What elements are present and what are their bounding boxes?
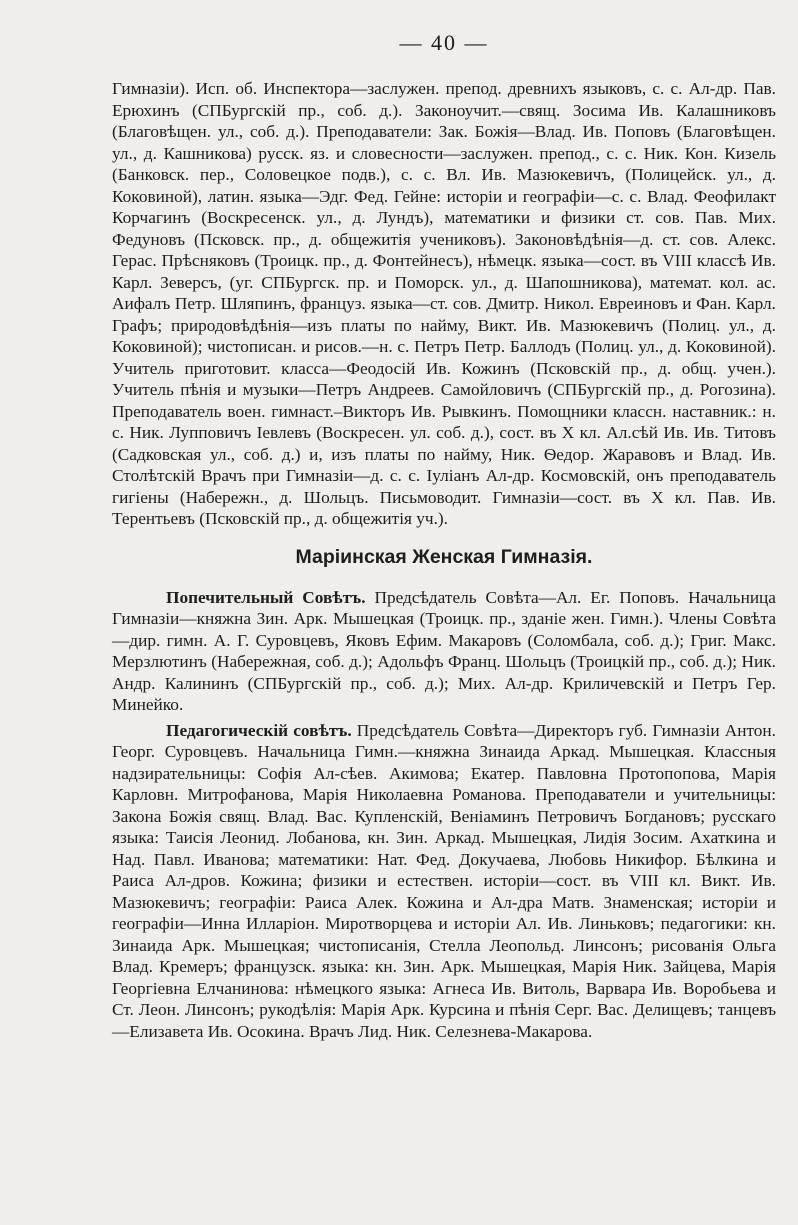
trustees-lead: Попечительный Совѣтъ. (166, 587, 366, 607)
gymnasium-staff-paragraph: Гимназіи). Исп. об. Инспектора—заслужен. препод. древнихъ языковъ, с. с. Ал-др. Пав. Ерюхинъ (СПБургскій пр., соб. д.). Законоучит.—свящ. Зосима Ив. Калашниковъ (Благовѣщен. ул., соб. д.). Преподаватели: Зак. Божія—Влад. Ив. Поповъ (Благовѣщен. ул., д. Кашникова) русск. яз. и словесности—заслужен. препод., с. с. Ник. Кон. Кизель (Банковск. пер., Соловецкое подв.), с. с. Вл. Ив. Мазюкевичъ, (Полицейск. ул., д. Коковиной), латин. языка—Эдг. Фед. Гейне: исторіи и географіи—с. с. Влад. Феофилакт Корчагинъ (Воскресенск. ул., д. Лундъ), математики и физики ст. сов. Пав. Мих. Федуновъ (Псковск. пр., д. общежитія учениковъ). Законовѣдѣнія—д. ст. сов. Алекс. Герас. Прѣсняковъ (Троицк. пр., д. Фонтейнесъ), нѣмецк. языка—сост. въ VIII классѣ Ив. Карл. Зеверсъ, (уг. СПБургск. пр. и Поморск. ул., д. Шапошникова), математ. кол. ас. Аифалъ Петр. Шляпинъ, француз. языка—ст. сов. Дмитр. Никол. Евреиновъ и Фан. Карл. Графъ; природовѣдѣнія—изъ платы по найму, Викт. Ив. Мазюкевичъ (Полиц. ул., д. Коковиной); чистописан. и рисов.—н. с. Петръ Петр. Баллодъ (Полиц. ул., д. Коковиной). Учитель приготовит. класса—Феодосій Ив. Кожинъ (Псковскій пр., д. общ. учен.). Учитель пѣнія и музыки—Петръ Андреев. Самойловичъ (СПБургскій пр., д. Рогозина). Преподаватель воен. гимнаст.–Викторъ Ив. Рывкинъ. Помощники классн. наставник.: н. с. Ник. Лупповичъ Іевлевъ (Воскресен. ул. соб. д.), сост. въ X кл. Ал.сѣй Ив. Ив. Титовъ (Садковская ул., соб. д.) и, изъ платы по найму, Ник. Ѳедор. Жаравовъ и Влад. Ив. Столѣтскій Врачъ при Гимназіи—д. с. с. Іуліанъ Ал-др. Космовскій, онъ преподаватель гигіены (Набережн., д. Шольцъ. Письмоводит. Гимназіи—сост. въ X кл. Пав. Ив. Терентьевъ (Псковскій пр., д. общежитія уч.). (112, 79, 776, 528)
trustees-paragraph (112, 587, 776, 716)
section-heading: Маріинская Женская Гимназія. (295, 545, 593, 568)
trustees-text: Предсѣдатель Совѣта—Ал. Ег. Поповъ. Начальница Гимназіи—княжна Зин. Арк. Мышецкая (Троицк. пр., зданіе жен. Гимн.). Члены Совѣта—дир. гимн. А. Г. Суровцевъ, Яковъ Ефим. Макаровъ (Соломбала, соб. д.); Григ. Макс. Мерзлютинъ (Набережная, соб. д.); Адольфъ Франц. Шольцъ (Троицкій пр., соб. д.); Ник. Андр. Калининъ (СПБургскій пр., соб. д.); Мих. Ал-др. Криличевскій и Петръ Гер. Минейко. (112, 587, 776, 714)
page-number: — 40 — (399, 30, 489, 55)
pedagogical-paragraph (112, 720, 776, 1043)
pedagogical-lead: Педагогическій совѣтъ. (166, 720, 352, 740)
pedagogical-text: Предсѣдатель Совѣта—Директоръ губ. Гимназіи Антон. Георг. Суровцевъ. Начальница Гимн.—княжна Зинаида Аркад. Мышецкая. Классныя надзирательницы: Софія Ал-сѣев. Акимова; Екатер. Павловна Протопопова, Марія Карловн. Митрофанова, Марія Николаевна Романова. Преподаватели и учительницы: Закона Божія свящ. Влад. Вас. Купленскій, Веніаминъ Петровичъ Богдановъ; русскаго языка: Таисія Леонид. Лобанова, кн. Зин. Аркад. Мышецкая, Лидія Зосим. Ахаткина и Над. Павл. Иванова; математики: Нат. Фед. Докучаева, Любовь Никифор. Бѣлкина и Раиса Ал-дров. Кожина; физики и естествен. исторіи—сост. въ VIII кл. Викт. Ив. Мазюкевичъ; географіи: Раиса Алек. Кожина и Ал-дра Матв. Знаменская; исторіи и географіи—Инна Илларіон. Миротворцева и исторіи Ал. Ив. Линьковъ; педагогики: кн. Зинаида Арк. Мышецкая; чистописанія, Стелла Леопольд. Линсонъ; рисованія Ольга Влад. Кремеръ; французск. языка: кн. Зин. Арк. Мышецкая, Марія Ник. Зайцева, Марія Георгіевна Елчанинова: нѣмецкого языка: Агнеса Ив. Витоль, Варвара Ив. Воробьева и Ст. Леон. Линсонъ; рукодѣлія: Марія Арк. Курсина и пѣнія Серг. Вас. Делищевъ; танцевъ—Елизавета Ив. Осокина. Врачъ Лид. Ник. Селезнева-Макарова. (112, 720, 776, 1041)
